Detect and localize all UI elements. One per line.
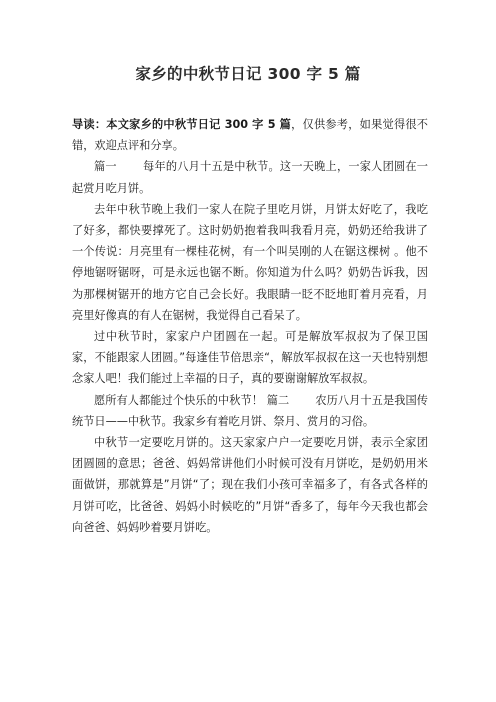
document-body [72, 114, 428, 538]
section-heading-1: 篇一 [94, 160, 117, 174]
document-title: 家乡的中秋节日记 300 字 5 篇 [135, 65, 361, 83]
section-heading-2: 篇二 [266, 393, 290, 407]
guide-rest: ，仅供参考，如果觉得很不错，欢迎点评和分享。 [72, 118, 428, 153]
paragraph-4-text: 愿所有人都能过个快乐的中秋节！ [94, 393, 264, 407]
guide-paragraph [72, 114, 428, 156]
paragraph-2: 去年中秋节晚上我们一家人在院子里吃月饼，月饼太好吃了，我吃了好多，都快要撑死了。这时奶奶抱着我叫我看月亮，奶奶还给我讲了一个传说：月亮里有一棵桂花树，有一个叫吴刚的人在锯这棵树 。他不停地锯呀锯呀，可是永远也锯不断。你知道为什么吗？奶奶告诉我，因为那棵树锯开的地方它自己会长好。我眼睛一眨不眨地盯着月亮看，月亮里好像真的有人在锯树，我觉得自己看呆了。 [72, 202, 428, 322]
guide-doc-name: 家乡的中秋节日记 300 字 5 篇 [129, 118, 292, 131]
guide-lead: 导读：本文 [72, 118, 130, 131]
paragraph-4 [72, 390, 428, 432]
paragraph-5: 中秋节一定要吃月饼的。这天家家户户一定要吃月饼，表示全家团团圆圆的意思；爸爸、妈妈常讲他们小时候可没有月饼吃，是奶奶用米面做饼，那就算是”月饼“了；现在我们小孩可幸福多了，有各式各样的月饼可吃，比爸爸、妈妈小时候吃的”月饼“香多了，每年今天我也都会向爸爸、妈妈吵着要月饼吃。 [72, 436, 428, 534]
paragraph-3: 过中秋节时，家家户户团圆在一起。可是解放军叔叔为了保卫国家，不能跟家人团圆。”每逢佳节倍思亲“，解放军叔叔在这一天也特别想念家人吧！我们能过上幸福的日子，真的要谢谢解放军叔叔。 [72, 330, 428, 386]
paragraph-1 [72, 156, 428, 198]
paragraph-1-text: 每年的八月十五是中秋节。这一天晚上，一家人团圆在一起赏月吃月饼。 [72, 160, 428, 195]
paragraph-4-tail-text: 农历八月十五是我国传统节日——中秋节。我家乡有着吃月饼、祭月、赏月的习俗。 [72, 393, 428, 428]
